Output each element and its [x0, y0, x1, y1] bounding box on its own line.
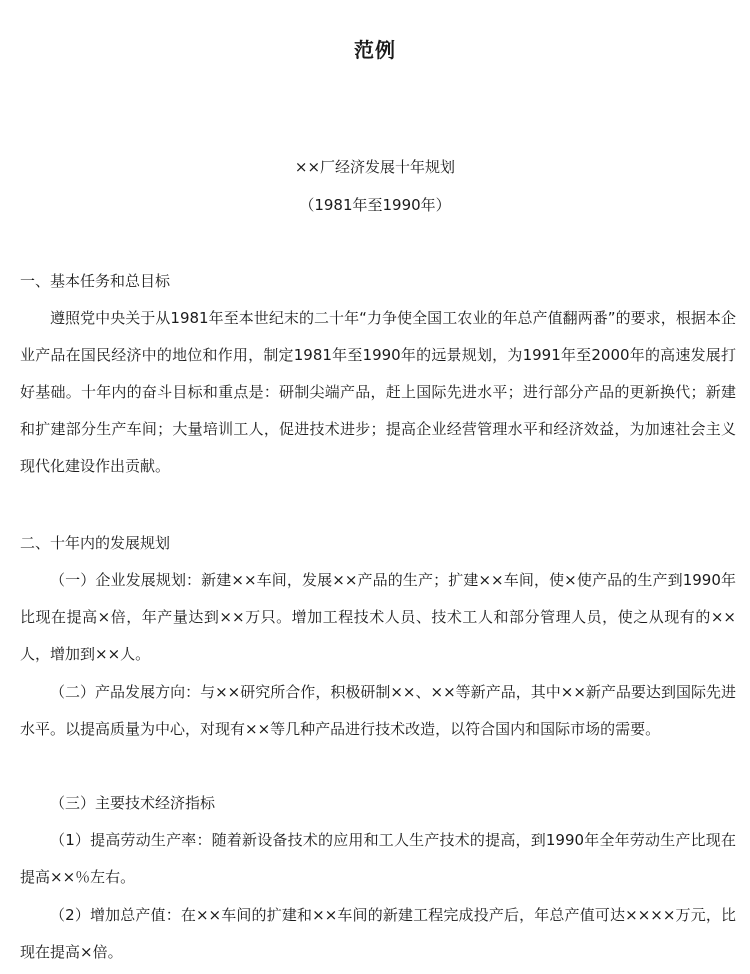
- document-title: ××厂经济发展十年规划: [294, 158, 456, 176]
- section-2-paragraph-4: （1）提高劳动生产率：随着新设备技术的应用和工人生产技术的提高，到1990年全年劳动生产比现在提高××％左右。: [20, 831, 736, 886]
- section-1-paragraph-1: 遵照党中央关于从1981年至本世纪末的二十年“力争使全国工农业的年总产值翻两番”的要求，根据本企业产品在国民经济中的地位和作用，制定1981年至1990年的远景规划，为1991年至2000年的高速发展打好基础。十年内的奋斗目标和重点是：研制尖端产品，赶上国际先进水平；进行部分产品的更新换代；新建和扩建部分生产车间；大量培训工人，促进技术进步；提高企业经营管理水平和经济效益，为加速社会主义现代化建设作出贡献。: [20, 309, 736, 475]
- section-2-paragraph-3: （三）主要技术经济指标: [50, 794, 216, 812]
- document-period: （1981年至1990年）: [299, 196, 451, 214]
- section-title-2: 二、十年内的发展规划: [20, 534, 171, 552]
- section-2-paragraph-1: （一）企业发展规划：新建××车间，发展××产品的生产；扩建××车间，使×使产品的生产到1990年比现在提高×倍，年产量达到××万只。增加工程技术人员、技术工人和部分管理人员，使之从现有的××人，增加到××人。: [20, 571, 736, 663]
- section-2-paragraph-5: （2）增加总产值：在××车间的扩建和××车间的新建工程完成投产后，年总产值可达××××万元，比现在提高×倍。: [20, 906, 736, 961]
- section-title-1: 一、基本任务和总目标: [20, 272, 171, 290]
- page-heading: 范例: [354, 38, 396, 62]
- section-2-paragraph-2: （二）产品发展方向：与××研究所合作，积极研制××、××等新产品，其中××新产品要达到国际先进水平。以提高质量为中心，对现有××等几种产品进行技术改造，以符合国内和国际市场的需要。: [20, 683, 736, 738]
